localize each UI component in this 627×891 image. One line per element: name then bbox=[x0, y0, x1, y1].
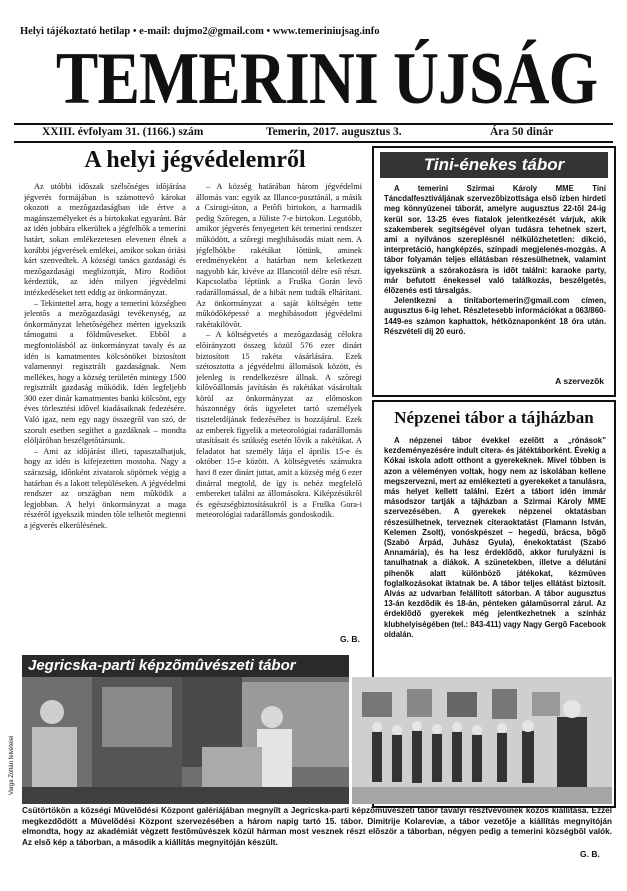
issue-price: Ára 50 dinár bbox=[490, 126, 554, 138]
photo-exhibition-opening-image bbox=[352, 677, 612, 804]
tini-camp-signature: A szervezõk bbox=[555, 376, 604, 386]
box-paragraph: A temerini Szirmai Károly MME Tini Táncdalfesztiváljának szervezõbizottsága elsõ ízben hirdeti meg könnyûzenei táborát, amelyre augusztus 22-tõl 24-ig kerül sor. 13-25 éves fiatalok jelentkezését várjuk, akik szakemberek segítségével olyan tudásra tehetnek szert, ami a nyilvános szereplésnél nélkülözhetetlen: dikció, interpretáció, hangképzés, színpadi megjelenés-mozgás. A tábor folyamán teljes ellátásban részesülhetnek, valamint igyekszünk a szórakozásra is idõt találni: karaoke party, már befutott énekessel való találkozás, beszélgetés, élõzenés esti társalgás. bbox=[384, 184, 606, 296]
issue-number: XXIII. évfolyam 31. (1166.) szám bbox=[42, 126, 204, 138]
photo-banner-title: Jegricska-parti képzõmûvészeti tábor bbox=[28, 657, 296, 674]
masthead-tagline: Helyi tájékoztató hetilap • e-mail: dujmo2@gmail.com • www.temeriniujsag.info bbox=[20, 26, 380, 37]
photo-camp-painters bbox=[22, 677, 349, 804]
newspaper-title: TEMERINI ÚJSÁG bbox=[55, 38, 598, 120]
article-paragraph: – Tekintettel arra, hogy a temerini községben jelentõs a mezõgazdasági tevékenység, az önkormányzat lehetõségéhez mérten igyekszik támogatni a földmûveseket. Ebbõl a megfontolásból az önkormányzat tavaly és az idén is kamatmentes kölcsönöket biztosított valamennyi regisztrált gazdaságnak. Nem mellékes, hogy a község területén mintegy 1500 regisztrált gazdaság mûködik. Idén legfeljebb 300 ezer dinár kamatmentes banki kölcsönt, egy éves törlesztési idõvel kiadásaiknak fedezésére. Való igaz, nem egy nagy összegrõl van szó, de szorult esetben segíthet a gazdáknak – mondta elöljáróban beszélgetõtársunk. bbox=[24, 298, 186, 446]
photo-camp-painters-image bbox=[22, 677, 349, 804]
article-column-1 bbox=[24, 182, 186, 655]
photo-banner bbox=[22, 655, 349, 677]
issue-bar bbox=[14, 123, 613, 143]
article-paragraph: – A költségvetés a mezõgazdaság célokra elõirányzott összeg közül 576 ezer dinárt biztosított 15 rakéta vásárlására. Ezek szétosztotta a jégvédelmi állomások között, és jelenleg is rendelkezésre állnak. A szõregi kilõvõállomás javításán és rakétákat vásároltak körül az önkormányzat az előmoskon húszonnégy órás ügyeletet tartó személyek tiszteletdíjának fedezéséhez is hozzájárul. Ezek az emberek figyelik a meteorológiai radarállomás utasításait és szükség esetén lõvik a rakétákat. A feladatot hat személy látja el április 15-e és október 15-e között. A költségvetés számukra havi 8 ezer dinárt juttat, amit a község még 6 ezer dinárral megtold, de így is nehéz megfelelõ embereket találni az állomásokra. Kiképzésükrõl és egészségbiztosításukról is a Fruška Gora-i meteorológiai radarállomás gondoskodik. bbox=[196, 330, 362, 520]
article-paragraph: Az utóbbi idõszak szélsõséges idõjárása jégverés formájában is számottevõ károkat okozott a mezõgazdaságban ide értve a magánszemélyeket és a birtokokat egyaránt. Bár az idén jobbára elkerültek a jégfelhõk a temerini határt, sokan emlékezetesen elevenen élnek a korábbi jégverések emlékei, amikor sokan óriási kárt szenvedtek. A községi tanács gazdasági és mezõgazdasági megbízottját, Miro Rodiõot kérdeztük, az idén milyen jégvédelmi intézkedéseket tett eddig az önkormányzat. bbox=[24, 182, 186, 297]
tini-camp-header bbox=[380, 152, 608, 178]
photo-credit bbox=[6, 690, 18, 800]
box-paragraph: A népzenei tábor évekkel ezelõtt a „rónások” kezdeményezésére indult citera- és játéktáborként. Évekig a Kókai iskola adott otthont a gyerekeknek. Mivel többen is azon a véleményen voltak, hogy nem az iskolában kellene megszervezni, mert az emlékezteti a gyerekeket a tanulásra, más helyet kellett találni. Ezért a tábort idén immár másodszor tartják a tájházban a Szirmai Károly MME szervezésében. A gyerekek népzenei oktatásban részesülhetnek, terveznek citeraoktatást (Flamann István, Kelemen Zsolt), vonóskpészet – hegedû, brácsa, bõgõ (Szabó Árpád, Juhász Gyula), énekoktatást (Szabó Annamária), és ha lesz érdeklõdõ, akkor furulyázni is tanulhatnak a diákok. A szünetekben, illetve a délutáni pihenõk alatt különbözõ játékokat, kézmûves foglalkozásokat iktatnak be. A tábor teljes ellátást biztosít. Alvás az udvarban felállított sátorban. A tábor augusztus 13-án kezdõdik és 18-án, pénteken gálamûsorral zárul. Az érdeklõdõ gyerekek még jelentkezhetnek a színház klubhelyiségében (tel.: 843-411) vagy Nagy Gergõ Facebook oldalán. bbox=[384, 436, 606, 639]
photo-caption: Csütörtökön a községi Mûvelõdési Központ galériájában megnyílt a Jegricska-parti képzõmûvészeti tábor tavalyi résztvevõinek közös kiállítása. Ezzel megkezdõdött a Mûvelõdési Központ szervezésében a három napig tartó 15. tábor. Dimitrije Kolareviæ, a tábor vezetõje a kiállítás megnyitóján elmondta, hogy az akadémiát végzett festõmûvészek közül hárman most vesznek részt elõször a táborban, négyen pedig a temerini községbõl valók. Az elsõ kép a táborban, a második a kiállítás megnyitóján készült. bbox=[22, 806, 612, 847]
article-column-2 bbox=[196, 182, 362, 632]
caption-signature: G. B. bbox=[580, 849, 600, 859]
issue-date: Temerin, 2017. augusztus 3. bbox=[266, 126, 402, 138]
tini-camp-text bbox=[384, 184, 606, 372]
photo-exhibition-opening bbox=[352, 677, 612, 804]
photo-credit-text: Varga Zoltán felvételei bbox=[9, 735, 15, 795]
article-paragraph: – Ami az idõjárást illeti, tapasztalhatjuk, hogy az idén is kifejezetten mostoha. Nagy a szárazság, idõnként zivatarok söpörnek végig a határban és a lakott településeken. A jégvédelmi rendszer az országban nem mûködik a legjobban. A helyi önkormányzat a maga részérõl igyekszik minden tõle telhetõt megtenni a jégverés elkerülésének. bbox=[24, 446, 186, 530]
box-paragraph: Jelentkezni a tinitabortemerin@gmail.com címen, augusztus 6-ig lehet. Részletesebb információkat a 063/860-1449-es számon kaphattok, hétköznaponként 18 óra után. Részvételi díj 20 euró. bbox=[384, 296, 606, 336]
article-paragraph: – A község határában három jégvédelmi állomás van: egyik az Illanco-pusztánál, a másik a Csirogi-úton, a Petõfi birtokon, a harmadik pedig Szõregen, a Jüliste 7-e birtokon. Legutóbb, amikor jégverés fenyegetett két temerini rendszer mûködött, a szõregi meghibásodás miatt nem. A jégfelhõkbe rakétákat lõttünk, aminek eredményeként a határban nem keletkezett nagyobb kár, kivéve az Illancotól délre esõ részt. Kapcsolatba léptünk a Fruška Gorán levõ radarállomással, de a hibát nem tudták elhárítani. Az önkormányzat a saját költségén tette mûködõképessé a meghibásodott jégvédelmi rakétakilövõt. bbox=[196, 182, 362, 329]
article-title: A helyi jégvédelemről bbox=[84, 147, 306, 173]
article-signature: G. B. bbox=[340, 634, 360, 644]
tini-camp-box bbox=[372, 146, 616, 397]
tini-camp-title: Tini-énekes tábor bbox=[423, 155, 565, 174]
folk-camp-title: Népzenei tábor a tájházban bbox=[394, 408, 594, 427]
